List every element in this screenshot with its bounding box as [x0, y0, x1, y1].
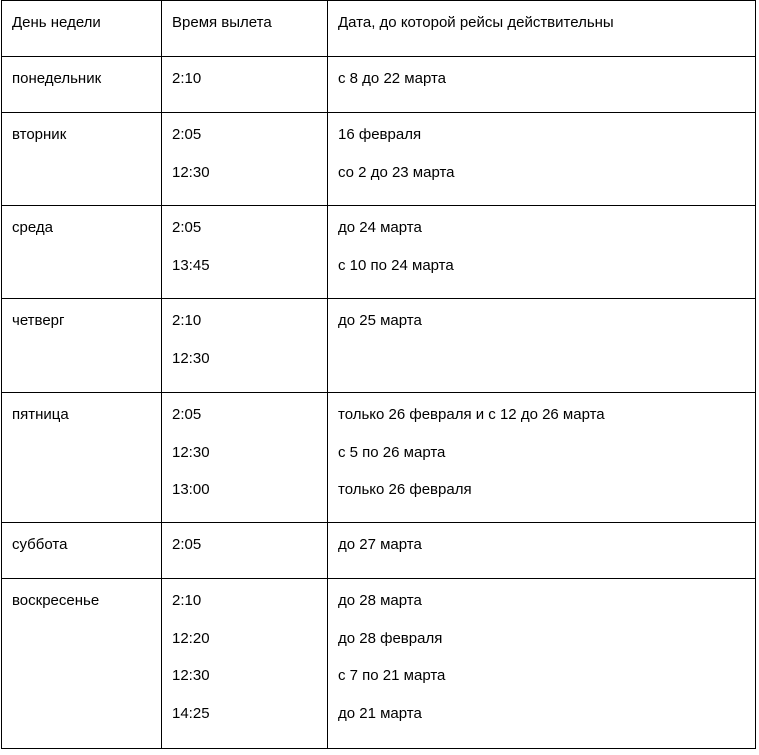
departure-time: 2:05 — [172, 536, 202, 553]
day-cell: пятница — [2, 393, 162, 523]
departure-time: 14:25 — [172, 704, 210, 722]
departure-time: 2:05 — [172, 406, 202, 423]
departure-time: 2:05 — [172, 126, 202, 143]
date-cell — [328, 579, 756, 749]
departure-time: 2:10 — [172, 592, 202, 609]
date-cell — [328, 113, 756, 206]
time-cell — [162, 393, 328, 523]
day-cell: суббота — [2, 523, 162, 579]
validity-date: только 26 февраля и с 12 до 26 марта — [338, 406, 605, 423]
departure-time: 2:10 — [172, 70, 202, 87]
time-cell — [162, 57, 328, 113]
validity-date: со 2 до 23 марта — [338, 163, 455, 181]
departure-time: 13:00 — [172, 481, 210, 498]
time-cell — [162, 206, 328, 299]
header-time: Время вылета — [162, 1, 328, 57]
departure-time: 12:30 — [172, 163, 210, 181]
time-cell — [162, 523, 328, 579]
day-cell: понедельник — [2, 57, 162, 113]
validity-date: до 28 марта — [338, 592, 422, 609]
departure-time: 2:10 — [172, 312, 202, 329]
departure-time: 13:45 — [172, 256, 210, 274]
day-cell: четверг — [2, 299, 162, 393]
table-row — [2, 299, 756, 393]
table-header-row — [2, 1, 756, 57]
date-cell — [328, 206, 756, 299]
flight-schedule-table — [1, 0, 756, 749]
table-row — [2, 113, 756, 206]
validity-date: с 7 по 21 марта — [338, 667, 446, 684]
table-row — [2, 523, 756, 579]
time-cell — [162, 299, 328, 393]
validity-date: до 27 марта — [338, 536, 422, 553]
day-cell: воскресенье — [2, 579, 162, 749]
departure-time: 12:30 — [172, 443, 210, 461]
header-day: День недели — [2, 1, 162, 57]
date-cell — [328, 57, 756, 113]
validity-date: с 10 по 24 марта — [338, 256, 454, 274]
date-cell — [328, 523, 756, 579]
validity-date: до 24 марта — [338, 219, 422, 236]
departure-time: 12:20 — [172, 629, 210, 647]
departure-time: 12:30 — [172, 667, 210, 684]
day-cell: среда — [2, 206, 162, 299]
departure-time: 12:30 — [172, 349, 210, 367]
validity-date: с 5 по 26 марта — [338, 443, 446, 461]
validity-date: до 25 марта — [338, 312, 422, 329]
time-cell — [162, 113, 328, 206]
date-cell — [328, 393, 756, 523]
table-row — [2, 57, 756, 113]
table-row — [2, 393, 756, 523]
validity-date: до 28 февраля — [338, 629, 443, 647]
table-row — [2, 579, 756, 749]
validity-date: с 8 до 22 марта — [338, 70, 447, 87]
validity-date: 16 февраля — [338, 126, 422, 143]
time-cell — [162, 579, 328, 749]
date-cell — [328, 299, 756, 393]
validity-date: до 21 марта — [338, 704, 422, 722]
header-date: Дата, до которой рейсы действительны — [328, 1, 756, 57]
departure-time: 2:05 — [172, 219, 202, 236]
day-cell: вторник — [2, 113, 162, 206]
validity-date: только 26 февраля — [338, 481, 472, 498]
table-row — [2, 206, 756, 299]
